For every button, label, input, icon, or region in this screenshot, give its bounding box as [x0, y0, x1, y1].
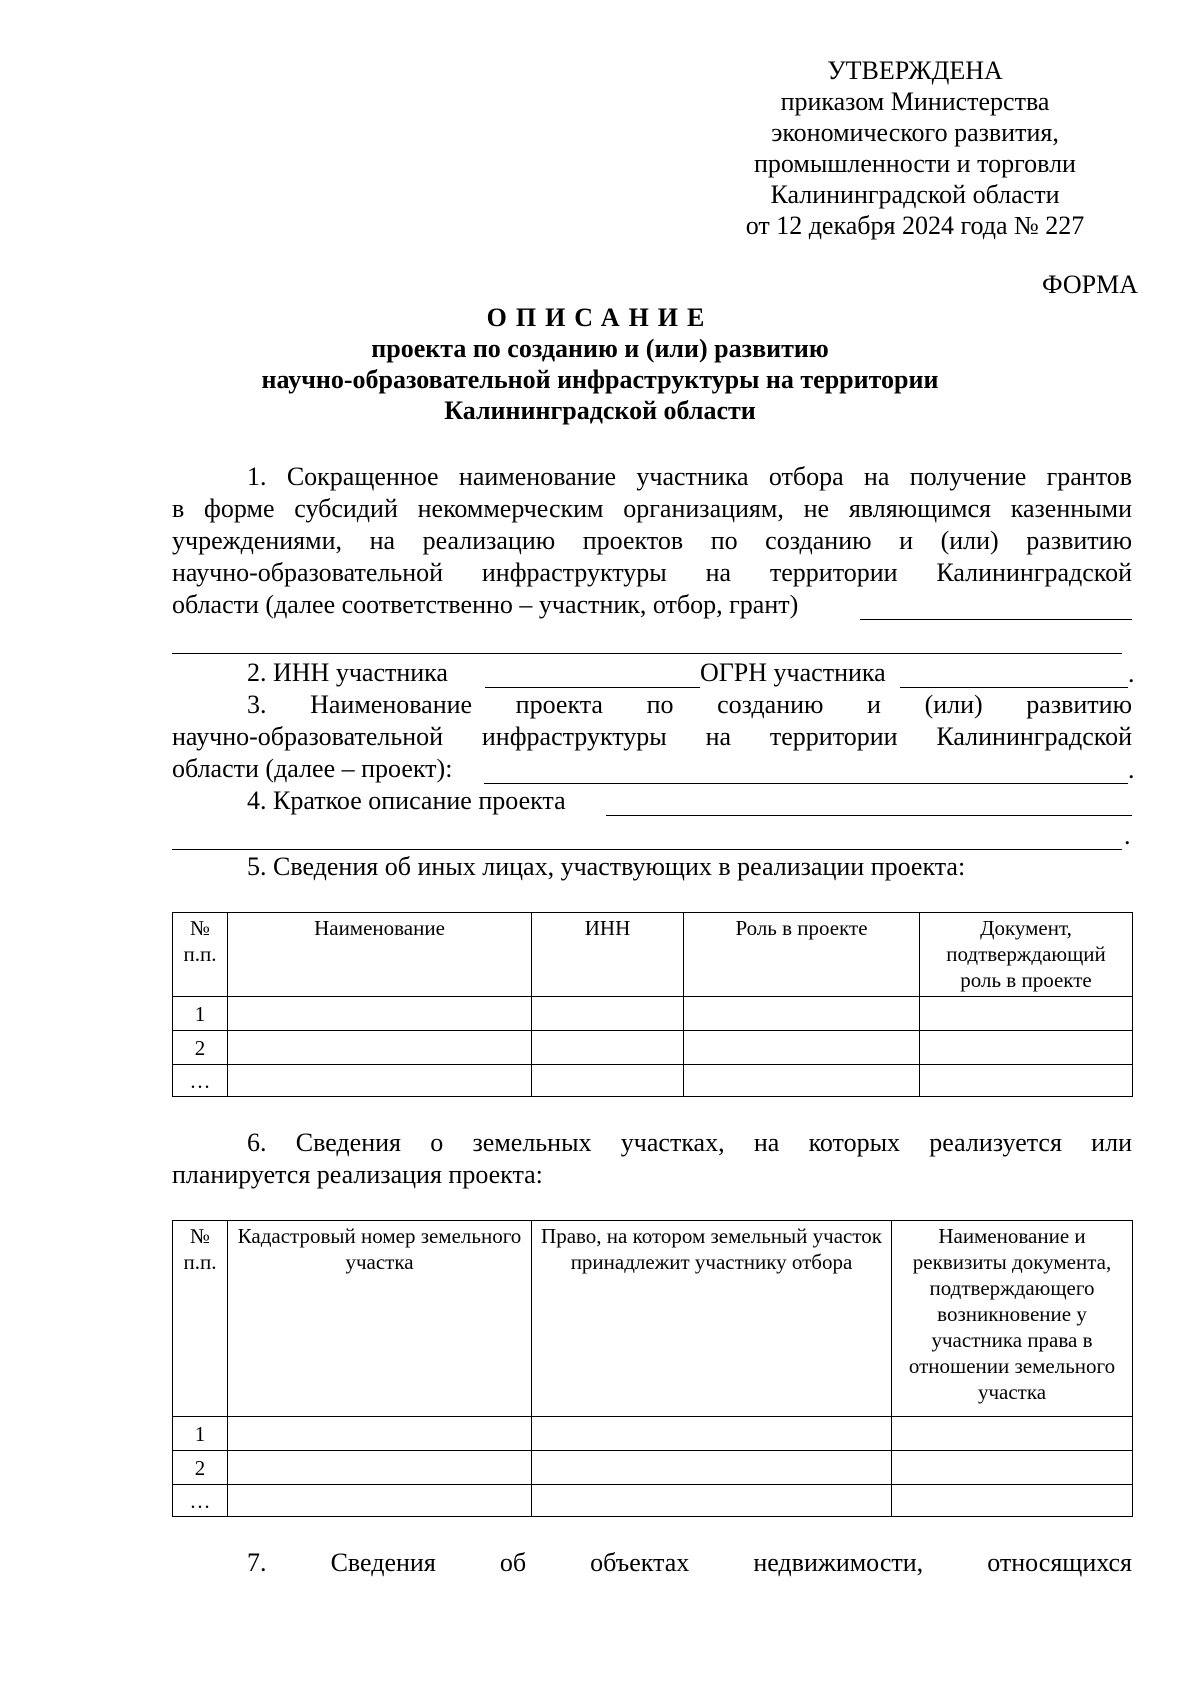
- approval-line: Калининградской области: [770, 180, 1060, 209]
- period: .: [1128, 755, 1135, 784]
- table-cell[interactable]: [532, 1065, 684, 1097]
- approval-line: экономического развития,: [771, 118, 1059, 147]
- approval-line: приказом Министерства: [780, 87, 1050, 116]
- title-line: Калининградской области: [444, 396, 756, 425]
- item-6-line: 6. Сведения о земельных участках, на которых реализуется или: [247, 1128, 1132, 1157]
- table-cell[interactable]: [532, 1031, 684, 1065]
- inn-field[interactable]: [485, 687, 700, 688]
- table-row: [173, 1485, 1133, 1517]
- table-cell[interactable]: [228, 997, 532, 1031]
- table-cell[interactable]: [532, 1417, 892, 1451]
- item-3-line: 3. Наименование проекта по созданию и (или) развитию: [247, 690, 1132, 719]
- table-cell[interactable]: [892, 1485, 1133, 1517]
- participant-name-field[interactable]: [860, 619, 1132, 620]
- table-cell[interactable]: [684, 997, 920, 1031]
- table-header-row: [173, 1221, 1133, 1417]
- project-name-field[interactable]: [484, 783, 1128, 784]
- table-cell[interactable]: [532, 1451, 892, 1485]
- table-cell[interactable]: [684, 1065, 920, 1097]
- title-line: научно-образовательной инфраструктуры на территории: [261, 365, 939, 394]
- form-label: ФОРМА: [1042, 270, 1138, 299]
- title-line: проекта по созданию и (или) развитию: [371, 334, 829, 363]
- ogrn-label: ОГРН участника: [700, 658, 886, 687]
- table-cell[interactable]: [892, 1451, 1133, 1485]
- table-row: [173, 1451, 1133, 1485]
- row-number: …: [173, 1485, 228, 1517]
- row-number: 1: [173, 997, 228, 1031]
- table-cell[interactable]: [532, 997, 684, 1031]
- row-number: …: [173, 1065, 228, 1097]
- header-cell: Документ, подтверждающий роль в проекте: [920, 913, 1133, 997]
- item-3-line: научно-образовательной инфраструктуры на территории Калининградской: [172, 722, 1132, 751]
- period: .: [1124, 821, 1131, 850]
- land-plots-table: [172, 1220, 1133, 1517]
- approval-block: [700, 55, 1130, 241]
- table-row: [173, 1417, 1133, 1451]
- item-1-line: области (далее соответственно – участник, отбор, грант): [172, 590, 799, 619]
- item-1-line: научно-образовательной инфраструктуры на территории Калининградской: [172, 558, 1132, 587]
- table-cell[interactable]: [228, 1065, 532, 1097]
- document-title: [0, 302, 1200, 426]
- item-4-line: 4. Краткое описание проекта: [247, 786, 566, 815]
- header-cell: Кадастровый номер земельного участка: [228, 1221, 532, 1417]
- table-row: [173, 1065, 1133, 1097]
- item-1-line: учреждениями, на реализацию проектов по созданию и (или) развитию: [172, 526, 1132, 555]
- header-cell: № п.п.: [173, 913, 228, 997]
- table-cell[interactable]: [684, 1031, 920, 1065]
- row-number: 2: [173, 1031, 228, 1065]
- item-7-line: 7. Сведения об объектах недвижимости, относящихся: [247, 1548, 1132, 1577]
- table-cell[interactable]: [920, 1031, 1133, 1065]
- header-cell: № п.п.: [173, 1221, 228, 1417]
- approval-line: от 12 декабря 2024 года № 227: [745, 211, 1085, 240]
- table-cell[interactable]: [892, 1417, 1133, 1451]
- header-cell: Право, на котором земельный участок принадлежит участнику отбора: [532, 1221, 892, 1417]
- table-cell[interactable]: [228, 1417, 532, 1451]
- item-3-line: области (далее – проект):: [172, 754, 453, 783]
- item-6-line: планируется реализация проекта:: [172, 1160, 543, 1189]
- table-row: [173, 997, 1133, 1031]
- other-participants-table: [172, 912, 1133, 1097]
- participant-name-field-continuation[interactable]: [172, 653, 1122, 654]
- row-number: 2: [173, 1451, 228, 1485]
- ogrn-field[interactable]: [900, 687, 1128, 688]
- approval-line: промышленности и торговли: [754, 149, 1076, 178]
- table-cell[interactable]: [228, 1485, 532, 1517]
- item-5-line: 5. Сведения об иных лицах, участвующих в реализации проекта:: [247, 852, 966, 881]
- table-cell[interactable]: [920, 997, 1133, 1031]
- table-cell[interactable]: [228, 1031, 532, 1065]
- inn-label: 2. ИНН участника: [247, 658, 448, 687]
- header-cell: Наименование и реквизиты документа, подтверждающего возникновение у участника права в отношении земельного участка: [892, 1221, 1133, 1417]
- table-row: [173, 1031, 1133, 1065]
- table-cell[interactable]: [920, 1065, 1133, 1097]
- table-header-row: [173, 913, 1133, 997]
- header-cell: ИНН: [532, 913, 684, 997]
- approval-line: УТВЕРЖДЕНА: [827, 56, 1003, 85]
- period: .: [1128, 659, 1135, 688]
- project-description-field[interactable]: [606, 815, 1132, 816]
- row-number: 1: [173, 1417, 228, 1451]
- item-1-line: 1. Сокращенное наименование участника отбора на получение грантов: [247, 462, 1132, 491]
- title-heading: ОПИСАНИЕ: [486, 303, 714, 332]
- item-1-line: в форме субсидий некоммерческим организациям, не являющимся казенными: [172, 494, 1132, 523]
- project-description-field-continuation[interactable]: [172, 849, 1122, 850]
- header-cell: Наименование: [228, 913, 532, 997]
- table-cell[interactable]: [228, 1451, 532, 1485]
- header-cell: Роль в проекте: [684, 913, 920, 997]
- table-cell[interactable]: [532, 1485, 892, 1517]
